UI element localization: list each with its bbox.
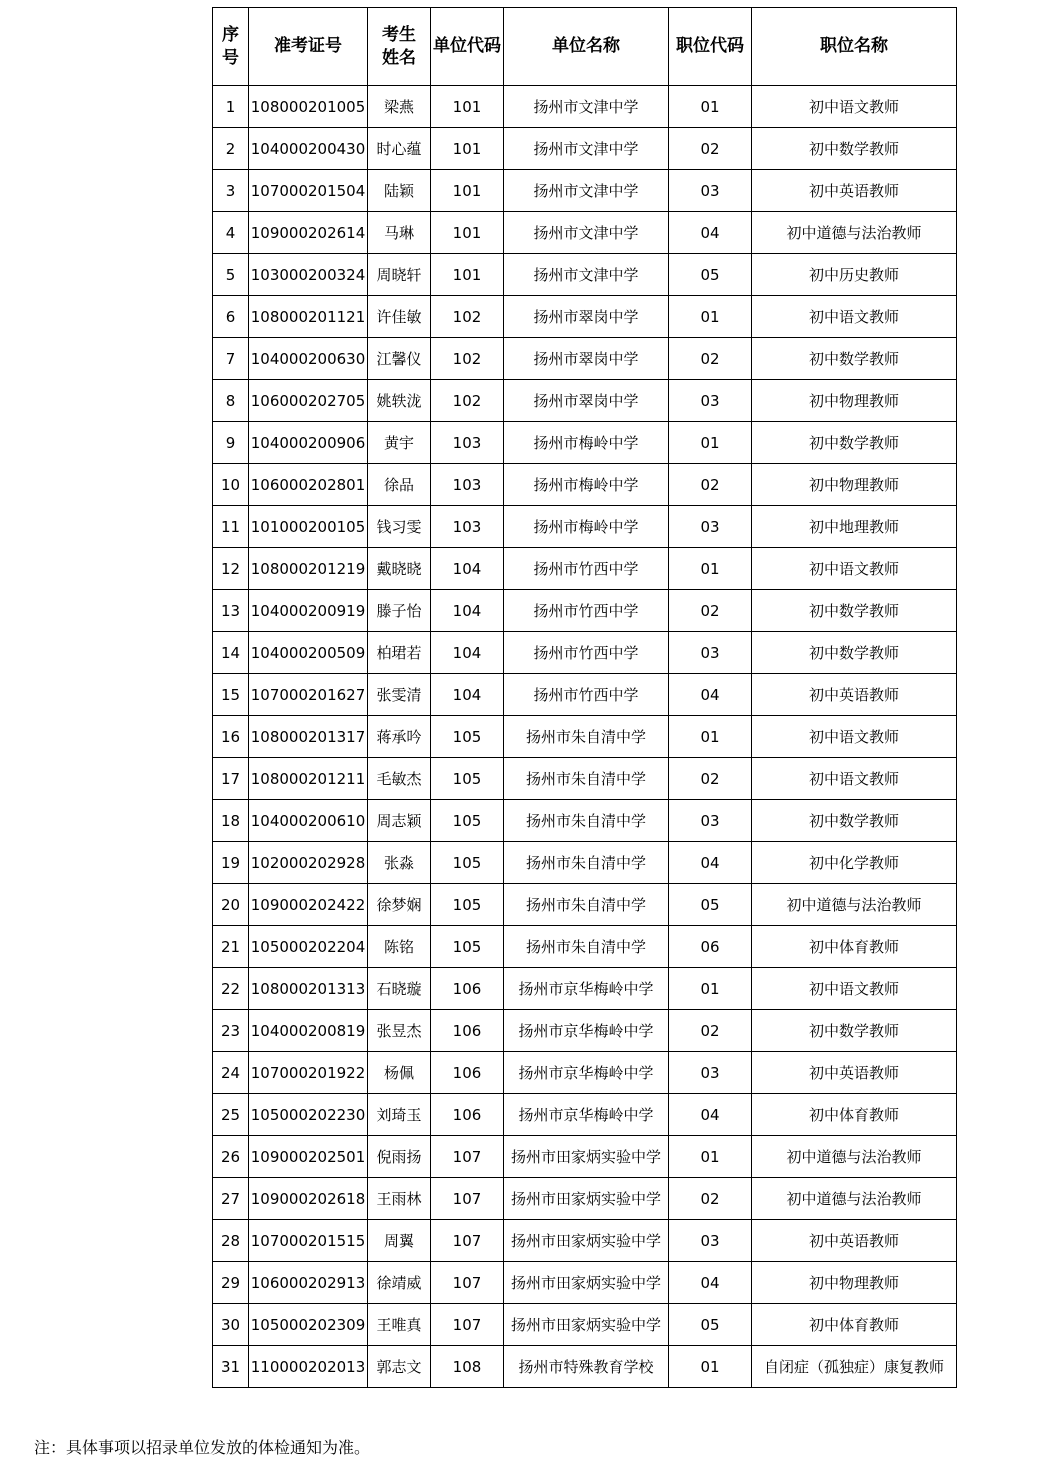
cell-unit-name: 扬州市竹西中学 <box>504 632 669 674</box>
cell-unit-code: 102 <box>431 296 504 338</box>
cell-unit-name: 扬州市京华梅岭中学 <box>504 1094 669 1136</box>
cell-candidate-name: 毛敏杰 <box>368 758 431 800</box>
cell-index: 5 <box>213 254 249 296</box>
cell-position-code: 01 <box>669 548 752 590</box>
cell-unit-code: 104 <box>431 590 504 632</box>
cell-index: 30 <box>213 1304 249 1346</box>
cell-candidate-name: 马琳 <box>368 212 431 254</box>
cell-index: 31 <box>213 1346 249 1388</box>
cell-candidate-name: 许佳敏 <box>368 296 431 338</box>
cell-unit-code: 101 <box>431 170 504 212</box>
table-row <box>213 1304 957 1346</box>
cell-candidate-name: 蒋承吟 <box>368 716 431 758</box>
cell-candidate-name: 倪雨扬 <box>368 1136 431 1178</box>
table-row <box>213 212 957 254</box>
cell-unit-name: 扬州市翠岗中学 <box>504 338 669 380</box>
cell-position-name: 初中语文教师 <box>752 968 957 1010</box>
cell-unit-name: 扬州市京华梅岭中学 <box>504 1052 669 1094</box>
cell-index: 14 <box>213 632 249 674</box>
cell-unit-name: 扬州市朱自清中学 <box>504 716 669 758</box>
cell-candidate-name: 黄宇 <box>368 422 431 464</box>
cell-unit-name: 扬州市文津中学 <box>504 254 669 296</box>
cell-position-code: 03 <box>669 380 752 422</box>
cell-position-name: 初中数学教师 <box>752 128 957 170</box>
cell-index: 12 <box>213 548 249 590</box>
header-position-name: 职位名称 <box>752 8 957 86</box>
cell-ticket-number: 105000202204 <box>249 926 368 968</box>
cell-ticket-number: 102000202928 <box>249 842 368 884</box>
cell-index: 4 <box>213 212 249 254</box>
cell-candidate-name: 周志颖 <box>368 800 431 842</box>
cell-index: 15 <box>213 674 249 716</box>
cell-ticket-number: 104000200630 <box>249 338 368 380</box>
cell-candidate-name: 滕子怡 <box>368 590 431 632</box>
cell-position-code: 01 <box>669 422 752 464</box>
table-row <box>213 254 957 296</box>
cell-unit-name: 扬州市翠岗中学 <box>504 380 669 422</box>
table-row <box>213 1262 957 1304</box>
cell-index: 6 <box>213 296 249 338</box>
header-unit-code: 单位代码 <box>431 8 504 86</box>
cell-unit-code: 105 <box>431 842 504 884</box>
cell-unit-code: 108 <box>431 1346 504 1388</box>
cell-unit-code: 103 <box>431 506 504 548</box>
cell-unit-name: 扬州市梅岭中学 <box>504 422 669 464</box>
cell-position-name: 初中数学教师 <box>752 338 957 380</box>
cell-unit-code: 103 <box>431 422 504 464</box>
table-row <box>213 632 957 674</box>
cell-candidate-name: 梁燕 <box>368 86 431 128</box>
header-name-line1: 考生 <box>382 24 416 45</box>
cell-position-code: 01 <box>669 1346 752 1388</box>
cell-position-code: 03 <box>669 170 752 212</box>
table-row <box>213 1010 957 1052</box>
header-name <box>368 8 431 86</box>
cell-position-name: 初中物理教师 <box>752 380 957 422</box>
cell-unit-name: 扬州市田家炳实验中学 <box>504 1262 669 1304</box>
cell-ticket-number: 101000200105 <box>249 506 368 548</box>
cell-unit-code: 107 <box>431 1136 504 1178</box>
cell-position-name: 初中英语教师 <box>752 674 957 716</box>
cell-position-code: 03 <box>669 1052 752 1094</box>
cell-index: 25 <box>213 1094 249 1136</box>
cell-ticket-number: 107000201515 <box>249 1220 368 1262</box>
cell-position-code: 03 <box>669 632 752 674</box>
cell-ticket-number: 106000202705 <box>249 380 368 422</box>
cell-position-code: 01 <box>669 968 752 1010</box>
cell-ticket-number: 110000202013 <box>249 1346 368 1388</box>
cell-index: 11 <box>213 506 249 548</box>
table-row <box>213 716 957 758</box>
cell-position-code: 02 <box>669 464 752 506</box>
cell-candidate-name: 张淼 <box>368 842 431 884</box>
cell-position-code: 02 <box>669 338 752 380</box>
header-index <box>213 8 249 86</box>
cell-position-name: 初中语文教师 <box>752 716 957 758</box>
cell-unit-name: 扬州市文津中学 <box>504 170 669 212</box>
cell-unit-name: 扬州市梅岭中学 <box>504 506 669 548</box>
cell-unit-code: 102 <box>431 338 504 380</box>
cell-unit-code: 106 <box>431 1094 504 1136</box>
cell-unit-name: 扬州市朱自清中学 <box>504 758 669 800</box>
cell-position-code: 02 <box>669 1010 752 1052</box>
table-row <box>213 338 957 380</box>
cell-candidate-name: 刘琦玉 <box>368 1094 431 1136</box>
cell-index: 19 <box>213 842 249 884</box>
cell-position-code: 05 <box>669 1304 752 1346</box>
cell-index: 29 <box>213 1262 249 1304</box>
cell-unit-name: 扬州市梅岭中学 <box>504 464 669 506</box>
cell-position-name: 初中数学教师 <box>752 1010 957 1052</box>
table-header-row <box>213 8 957 86</box>
cell-position-code: 01 <box>669 296 752 338</box>
cell-candidate-name: 张昱杰 <box>368 1010 431 1052</box>
cell-position-code: 04 <box>669 674 752 716</box>
table-body <box>213 86 957 1388</box>
cell-index: 3 <box>213 170 249 212</box>
cell-candidate-name: 王唯真 <box>368 1304 431 1346</box>
cell-position-name: 初中英语教师 <box>752 1220 957 1262</box>
cell-position-code: 02 <box>669 128 752 170</box>
cell-unit-name: 扬州市竹西中学 <box>504 674 669 716</box>
cell-unit-name: 扬州市田家炳实验中学 <box>504 1178 669 1220</box>
cell-position-name: 初中体育教师 <box>752 926 957 968</box>
cell-candidate-name: 姚轶泷 <box>368 380 431 422</box>
table-row <box>213 86 957 128</box>
cell-unit-name: 扬州市朱自清中学 <box>504 884 669 926</box>
cell-position-code: 01 <box>669 86 752 128</box>
header-unit-name: 单位名称 <box>504 8 669 86</box>
cell-candidate-name: 柏珺若 <box>368 632 431 674</box>
cell-index: 26 <box>213 1136 249 1178</box>
cell-candidate-name: 钱习雯 <box>368 506 431 548</box>
cell-unit-name: 扬州市特殊教育学校 <box>504 1346 669 1388</box>
table-row <box>213 170 957 212</box>
cell-position-code: 01 <box>669 716 752 758</box>
cell-unit-name: 扬州市朱自清中学 <box>504 842 669 884</box>
cell-position-name: 初中英语教师 <box>752 170 957 212</box>
cell-position-name: 初中数学教师 <box>752 590 957 632</box>
cell-ticket-number: 107000201627 <box>249 674 368 716</box>
cell-position-name: 初中语文教师 <box>752 758 957 800</box>
cell-position-code: 02 <box>669 590 752 632</box>
table-row <box>213 926 957 968</box>
cell-position-name: 初中道德与法治教师 <box>752 1178 957 1220</box>
table-row <box>213 1346 957 1388</box>
table-row <box>213 758 957 800</box>
cell-position-code: 04 <box>669 212 752 254</box>
cell-position-name: 初中语文教师 <box>752 548 957 590</box>
table-row <box>213 800 957 842</box>
table-row <box>213 968 957 1010</box>
cell-ticket-number: 108000201005 <box>249 86 368 128</box>
cell-position-code: 01 <box>669 1136 752 1178</box>
cell-unit-name: 扬州市竹西中学 <box>504 548 669 590</box>
cell-index: 2 <box>213 128 249 170</box>
cell-candidate-name: 石晓璇 <box>368 968 431 1010</box>
cell-candidate-name: 郭志文 <box>368 1346 431 1388</box>
cell-unit-code: 105 <box>431 926 504 968</box>
table-row <box>213 842 957 884</box>
cell-candidate-name: 陆颖 <box>368 170 431 212</box>
cell-position-code: 05 <box>669 254 752 296</box>
cell-position-name: 初中数学教师 <box>752 632 957 674</box>
cell-index: 17 <box>213 758 249 800</box>
cell-position-name: 初中物理教师 <box>752 1262 957 1304</box>
cell-index: 28 <box>213 1220 249 1262</box>
cell-unit-code: 105 <box>431 884 504 926</box>
cell-unit-code: 105 <box>431 758 504 800</box>
cell-unit-name: 扬州市文津中学 <box>504 128 669 170</box>
table-row <box>213 548 957 590</box>
cell-unit-code: 104 <box>431 548 504 590</box>
cell-candidate-name: 王雨林 <box>368 1178 431 1220</box>
cell-ticket-number: 104000200906 <box>249 422 368 464</box>
cell-position-name: 初中历史教师 <box>752 254 957 296</box>
cell-unit-code: 106 <box>431 1052 504 1094</box>
cell-ticket-number: 106000202801 <box>249 464 368 506</box>
cell-position-name: 初中地理教师 <box>752 506 957 548</box>
cell-unit-code: 101 <box>431 86 504 128</box>
cell-ticket-number: 108000201211 <box>249 758 368 800</box>
cell-candidate-name: 徐梦娴 <box>368 884 431 926</box>
cell-index: 7 <box>213 338 249 380</box>
cell-index: 24 <box>213 1052 249 1094</box>
header-index-line2: 号 <box>222 47 239 68</box>
header-index-line1: 序 <box>222 24 239 45</box>
cell-ticket-number: 108000201121 <box>249 296 368 338</box>
cell-unit-name: 扬州市田家炳实验中学 <box>504 1136 669 1178</box>
cell-ticket-number: 104000200819 <box>249 1010 368 1052</box>
cell-index: 13 <box>213 590 249 632</box>
cell-candidate-name: 徐靖威 <box>368 1262 431 1304</box>
footnote: 注：具体事项以招录单位发放的体检通知为准。 <box>34 1438 371 1457</box>
cell-position-name: 初中道德与法治教师 <box>752 212 957 254</box>
cell-ticket-number: 103000200324 <box>249 254 368 296</box>
cell-ticket-number: 105000202309 <box>249 1304 368 1346</box>
cell-unit-code: 106 <box>431 1010 504 1052</box>
cell-position-code: 04 <box>669 1262 752 1304</box>
cell-position-name: 初中体育教师 <box>752 1094 957 1136</box>
cell-ticket-number: 107000201504 <box>249 170 368 212</box>
cell-index: 23 <box>213 1010 249 1052</box>
cell-ticket-number: 106000202913 <box>249 1262 368 1304</box>
cell-position-name: 初中物理教师 <box>752 464 957 506</box>
cell-candidate-name: 杨佩 <box>368 1052 431 1094</box>
cell-candidate-name: 徐品 <box>368 464 431 506</box>
cell-unit-name: 扬州市京华梅岭中学 <box>504 968 669 1010</box>
cell-unit-code: 104 <box>431 674 504 716</box>
cell-unit-name: 扬州市翠岗中学 <box>504 296 669 338</box>
table-row <box>213 1136 957 1178</box>
cell-position-code: 06 <box>669 926 752 968</box>
cell-unit-code: 105 <box>431 800 504 842</box>
cell-candidate-name: 张雯清 <box>368 674 431 716</box>
cell-position-code: 04 <box>669 842 752 884</box>
cell-position-name: 初中数学教师 <box>752 800 957 842</box>
cell-index: 21 <box>213 926 249 968</box>
table-row <box>213 296 957 338</box>
table-row <box>213 422 957 464</box>
cell-position-name: 初中化学教师 <box>752 842 957 884</box>
table-row <box>213 128 957 170</box>
cell-unit-code: 105 <box>431 716 504 758</box>
cell-position-code: 03 <box>669 506 752 548</box>
cell-unit-code: 107 <box>431 1262 504 1304</box>
table-row <box>213 1094 957 1136</box>
cell-ticket-number: 107000201922 <box>249 1052 368 1094</box>
cell-ticket-number: 109000202501 <box>249 1136 368 1178</box>
cell-position-code: 04 <box>669 1094 752 1136</box>
cell-index: 22 <box>213 968 249 1010</box>
cell-unit-code: 101 <box>431 212 504 254</box>
cell-position-name: 初中数学教师 <box>752 422 957 464</box>
cell-ticket-number: 104000200509 <box>249 632 368 674</box>
cell-position-name: 初中道德与法治教师 <box>752 1136 957 1178</box>
cell-unit-code: 102 <box>431 380 504 422</box>
cell-unit-code: 104 <box>431 632 504 674</box>
cell-index: 20 <box>213 884 249 926</box>
cell-unit-code: 107 <box>431 1220 504 1262</box>
cell-index: 16 <box>213 716 249 758</box>
cell-unit-code: 101 <box>431 128 504 170</box>
cell-unit-code: 107 <box>431 1178 504 1220</box>
cell-index: 9 <box>213 422 249 464</box>
cell-position-code: 03 <box>669 1220 752 1262</box>
cell-unit-name: 扬州市竹西中学 <box>504 590 669 632</box>
cell-ticket-number: 104000200610 <box>249 800 368 842</box>
cell-position-name: 初中英语教师 <box>752 1052 957 1094</box>
cell-unit-code: 103 <box>431 464 504 506</box>
cell-ticket-number: 109000202614 <box>249 212 368 254</box>
cell-index: 27 <box>213 1178 249 1220</box>
cell-unit-code: 106 <box>431 968 504 1010</box>
cell-ticket-number: 104000200919 <box>249 590 368 632</box>
cell-index: 8 <box>213 380 249 422</box>
cell-ticket-number: 105000202230 <box>249 1094 368 1136</box>
cell-position-code: 03 <box>669 800 752 842</box>
cell-candidate-name: 周翼 <box>368 1220 431 1262</box>
cell-position-code: 05 <box>669 884 752 926</box>
cell-ticket-number: 104000200430 <box>249 128 368 170</box>
cell-unit-name: 扬州市京华梅岭中学 <box>504 1010 669 1052</box>
cell-unit-name: 扬州市朱自清中学 <box>504 926 669 968</box>
cell-index: 18 <box>213 800 249 842</box>
table-row <box>213 506 957 548</box>
cell-candidate-name: 周晓轩 <box>368 254 431 296</box>
cell-unit-name: 扬州市田家炳实验中学 <box>504 1220 669 1262</box>
cell-ticket-number: 108000201317 <box>249 716 368 758</box>
cell-candidate-name: 陈铭 <box>368 926 431 968</box>
table-row <box>213 464 957 506</box>
cell-position-name: 自闭症（孤独症）康复教师 <box>752 1346 957 1388</box>
cell-position-name: 初中语文教师 <box>752 86 957 128</box>
table-row <box>213 1052 957 1094</box>
cell-position-code: 02 <box>669 758 752 800</box>
cell-ticket-number: 109000202422 <box>249 884 368 926</box>
cell-candidate-name: 时心蕴 <box>368 128 431 170</box>
cell-unit-name: 扬州市朱自清中学 <box>504 800 669 842</box>
header-position-code: 职位代码 <box>669 8 752 86</box>
table-row <box>213 674 957 716</box>
cell-unit-name: 扬州市文津中学 <box>504 86 669 128</box>
cell-unit-code: 101 <box>431 254 504 296</box>
candidate-table <box>212 7 957 1388</box>
header-ticket: 准考证号 <box>249 8 368 86</box>
cell-position-name: 初中道德与法治教师 <box>752 884 957 926</box>
table-row <box>213 1178 957 1220</box>
cell-position-name: 初中体育教师 <box>752 1304 957 1346</box>
cell-unit-name: 扬州市文津中学 <box>504 212 669 254</box>
header-name-line2: 姓名 <box>382 47 416 68</box>
cell-unit-code: 107 <box>431 1304 504 1346</box>
cell-index: 10 <box>213 464 249 506</box>
cell-ticket-number: 108000201313 <box>249 968 368 1010</box>
cell-ticket-number: 108000201219 <box>249 548 368 590</box>
cell-ticket-number: 109000202618 <box>249 1178 368 1220</box>
table-row <box>213 590 957 632</box>
cell-position-name: 初中语文教师 <box>752 296 957 338</box>
table-row <box>213 380 957 422</box>
cell-unit-name: 扬州市田家炳实验中学 <box>504 1304 669 1346</box>
cell-index: 1 <box>213 86 249 128</box>
cell-candidate-name: 江馨仪 <box>368 338 431 380</box>
table-row <box>213 1220 957 1262</box>
table-row <box>213 884 957 926</box>
cell-candidate-name: 戴晓晓 <box>368 548 431 590</box>
cell-position-code: 02 <box>669 1178 752 1220</box>
